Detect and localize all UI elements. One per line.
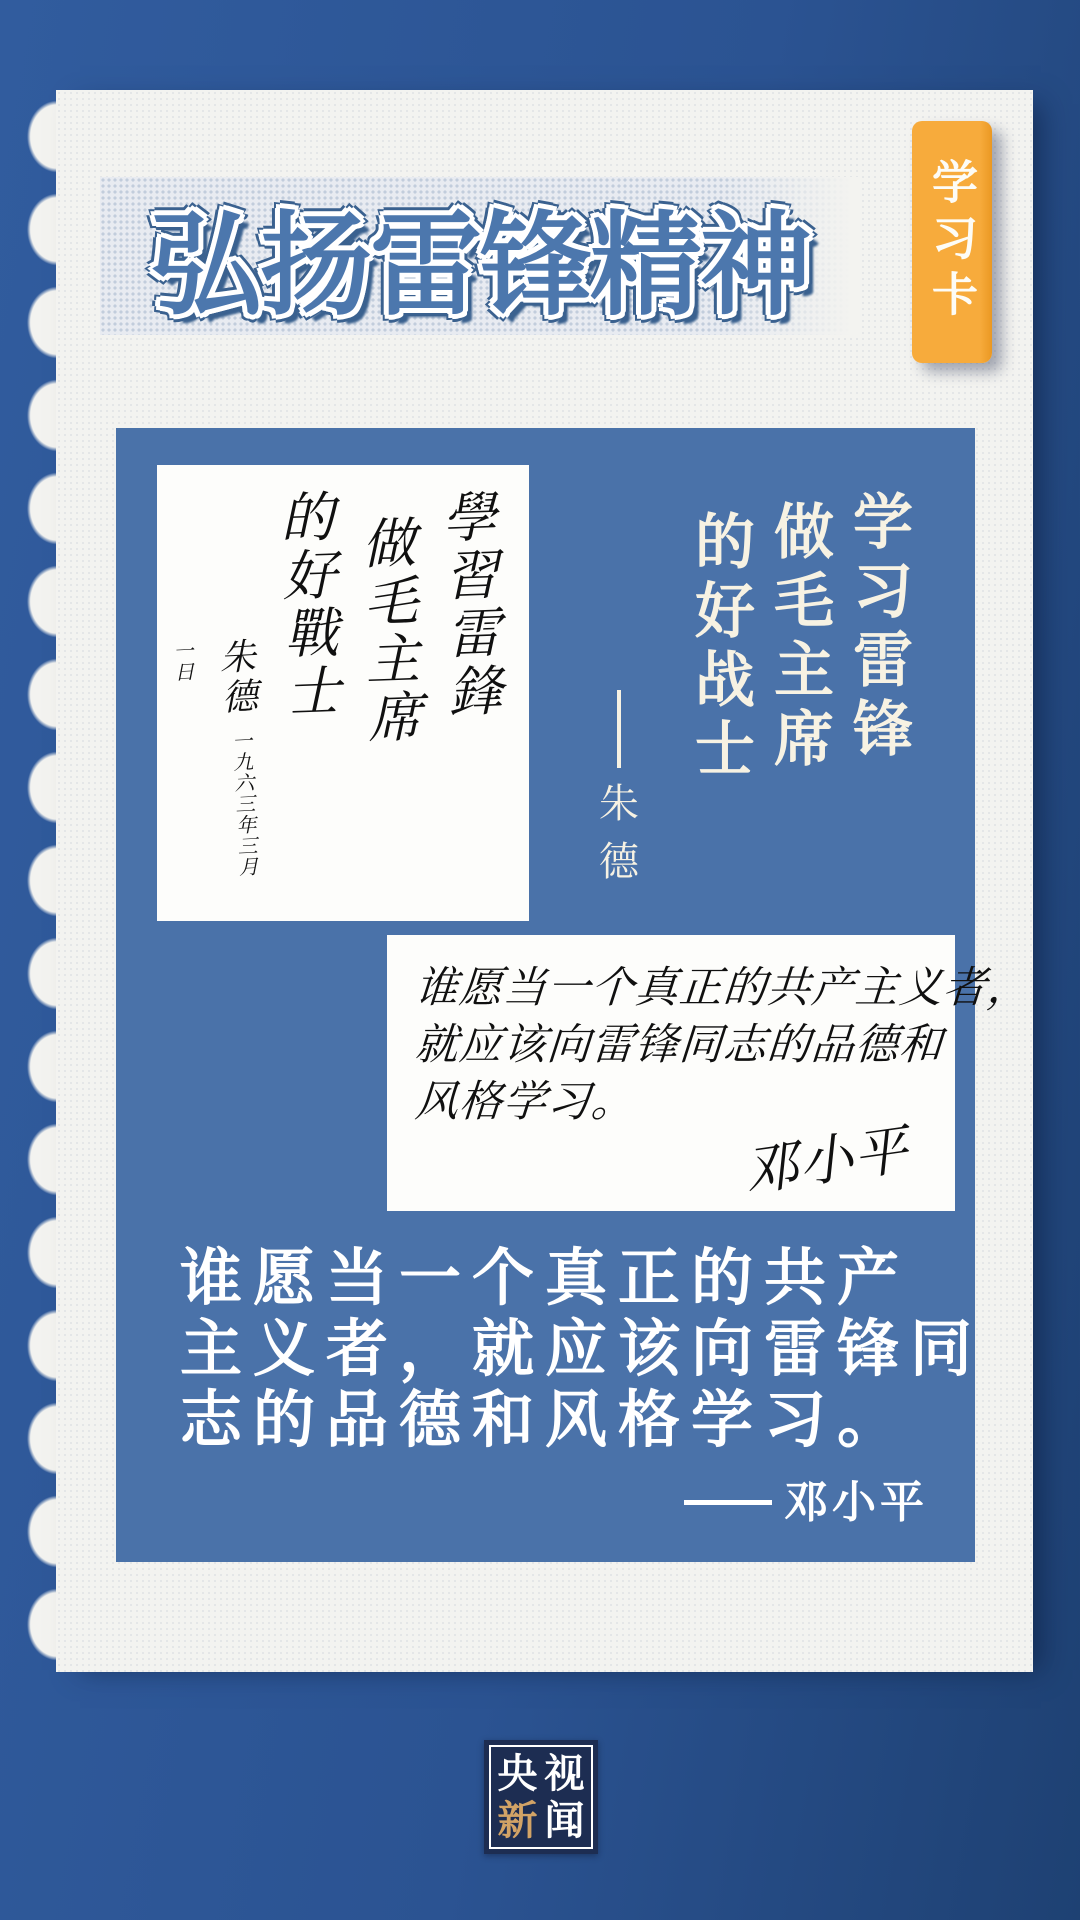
logo-char: 央 (497, 1751, 538, 1796)
calligraphy-line: 就应该向雷锋同志的品德和 (413, 1021, 945, 1069)
attribution-char: 德 (599, 839, 639, 884)
quote-text (180, 1244, 984, 1538)
logo-frame (489, 1745, 593, 1849)
slogan-vertical-text (655, 490, 917, 826)
calligraphy-signature: 朱德 一九六三年三月一日 (169, 636, 259, 879)
deng-calligraphy-image (387, 935, 1033, 1211)
calligraphy-column: 的好戰士 (271, 488, 340, 723)
slogan-column: 做毛主席 (766, 500, 832, 776)
quote-line: 谁愿当一个真正的共产 (180, 1245, 911, 1313)
paper-torn-edge (18, 90, 57, 1672)
cctv-news-logo (484, 1740, 598, 1854)
slogan-column: 的好战士 (687, 510, 753, 786)
zhude-calligraphy-image (157, 465, 529, 921)
attribution-char: 朱 (599, 781, 639, 826)
study-card-ribbon (912, 121, 992, 363)
em-dash (684, 1500, 772, 1505)
logo-char: 视 (544, 1751, 585, 1796)
calligraphy-line: 谁愿当一个真正的共产主义者， (413, 965, 1033, 1012)
calligraphy-date: 一九六三年三月一日 (169, 640, 258, 879)
ribbon-label: 学习卡 (926, 158, 978, 326)
calligraphy-column: 做毛主席 (353, 514, 422, 749)
title-band (100, 177, 860, 335)
attribution-name: 邓小平 (784, 1478, 928, 1527)
calligraphy-signature: 邓小平 (740, 1119, 913, 1202)
quote-attribution (180, 1467, 928, 1538)
logo-char: 新 (497, 1798, 538, 1843)
logo-char: 闻 (544, 1798, 585, 1843)
quote-line: 主义者，就应该向雷锋同 (180, 1316, 984, 1384)
page-title: 弘扬雷锋精神 (150, 202, 810, 328)
calligraphy-column: 學習雷鋒 (433, 488, 502, 723)
slogan-column: 学习雷锋 (845, 490, 911, 766)
slogan-attribution (596, 690, 642, 884)
quote-line: 志的品德和风格学习。 (180, 1387, 911, 1455)
em-dash (617, 690, 621, 768)
calligraphy-line: 风格学习。 (413, 1078, 637, 1126)
